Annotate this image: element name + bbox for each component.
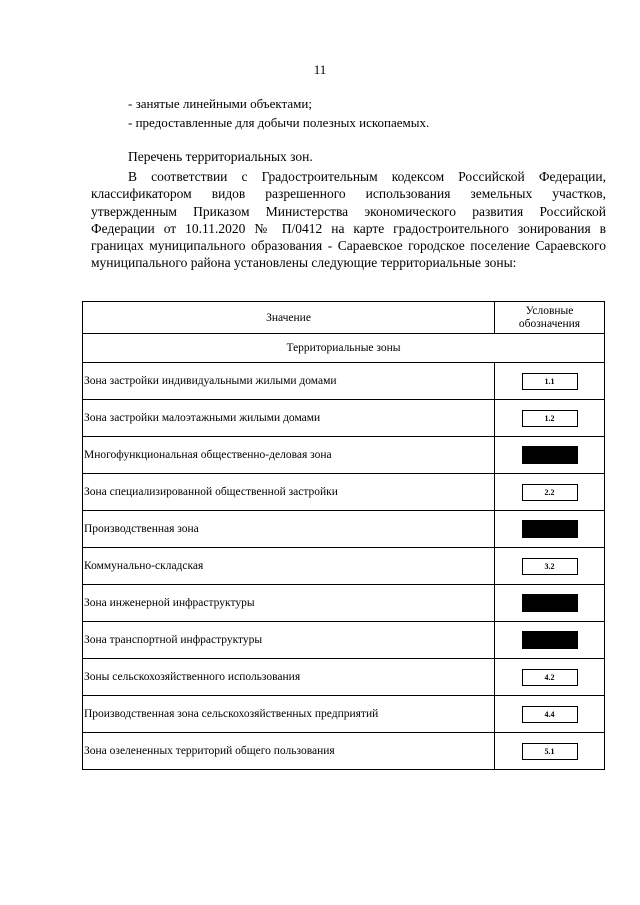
- table-row: [83, 548, 605, 585]
- table-section-row: [83, 334, 605, 363]
- zones-table: [82, 301, 605, 770]
- zone-name: Зона специализированной общественной застройки: [83, 474, 495, 511]
- zone-symbol: 4.2: [522, 669, 578, 686]
- table-row: [83, 363, 605, 400]
- zone-symbol-cell: [495, 585, 605, 622]
- zone-name: Производственная зона сельскохозяйственных предприятий: [83, 696, 495, 733]
- zone-name: Зона застройки индивидуальными жилыми домами: [83, 363, 495, 400]
- zone-name: Зоны сельскохозяйственного использования: [83, 659, 495, 696]
- table-row: [83, 659, 605, 696]
- table-row: [83, 511, 605, 548]
- zone-symbol-filled: [522, 631, 578, 649]
- list-item: - занятые линейными объектами;: [128, 96, 312, 111]
- table-row: [83, 474, 605, 511]
- zone-symbol: 4.4: [522, 706, 578, 723]
- section-title: Территориальные зоны: [83, 334, 605, 363]
- table-row: [83, 733, 605, 770]
- zone-symbol-cell: [495, 511, 605, 548]
- zone-symbol: 1.2: [522, 410, 578, 427]
- zone-name: Зона застройки малоэтажными жилыми домами: [83, 400, 495, 437]
- zone-symbol-filled: [522, 594, 578, 612]
- zone-symbol-cell: [495, 474, 605, 511]
- zone-symbol: 2.2: [522, 484, 578, 501]
- zone-symbol-cell: [495, 622, 605, 659]
- zone-symbol-cell: [495, 548, 605, 585]
- zone-name: Производственная зона: [83, 511, 495, 548]
- zone-symbol-filled: [522, 520, 578, 538]
- zone-name: Коммунально-складская: [83, 548, 495, 585]
- zone-name: Многофункциональная общественно-деловая зона: [83, 437, 495, 474]
- zone-symbol-filled: [522, 446, 578, 464]
- zone-symbol-cell: [495, 733, 605, 770]
- zone-symbol: 1.1: [522, 373, 578, 390]
- table-row: [83, 585, 605, 622]
- list-item: - предоставленные для добычи полезных ископаемых.: [128, 115, 430, 130]
- zone-symbol: 3.2: [522, 558, 578, 575]
- column-header-value: Значение: [83, 302, 495, 334]
- zone-symbol-cell: [495, 437, 605, 474]
- zone-symbol-cell: [495, 659, 605, 696]
- column-header-symbol: Условные обозначения: [495, 302, 605, 334]
- zone-name: Зона транспортной инфраструктуры: [83, 622, 495, 659]
- table-header-row: [83, 302, 605, 334]
- zone-name: Зона озелененных территорий общего пользования: [83, 733, 495, 770]
- body-paragraph: В соответствии с Градостроительным кодексом Российской Федерации, классификатором видов разрешенного использования земельных участков, утвержденным Приказом Министерства экономического развития Российской Федерации от 10.11.2020 № П/0412 на карте градостроительного зонирования в границах муниципального образования - Сараевское городское поселение Сараевского муниципального района установлены следующие территориальные зоны:: [91, 169, 606, 271]
- table-row: [83, 696, 605, 733]
- section-heading: Перечень территориальных зон.: [128, 149, 313, 164]
- zone-symbol-cell: [495, 363, 605, 400]
- table-row: [83, 400, 605, 437]
- zone-name: Зона инженерной инфраструктуры: [83, 585, 495, 622]
- zone-symbol-cell: [495, 696, 605, 733]
- table-row: [83, 622, 605, 659]
- zone-symbol-cell: [495, 400, 605, 437]
- zone-symbol: 5.1: [522, 743, 578, 760]
- table-row: [83, 437, 605, 474]
- page-number: 11: [313, 62, 327, 77]
- bullet-list: [128, 94, 429, 132]
